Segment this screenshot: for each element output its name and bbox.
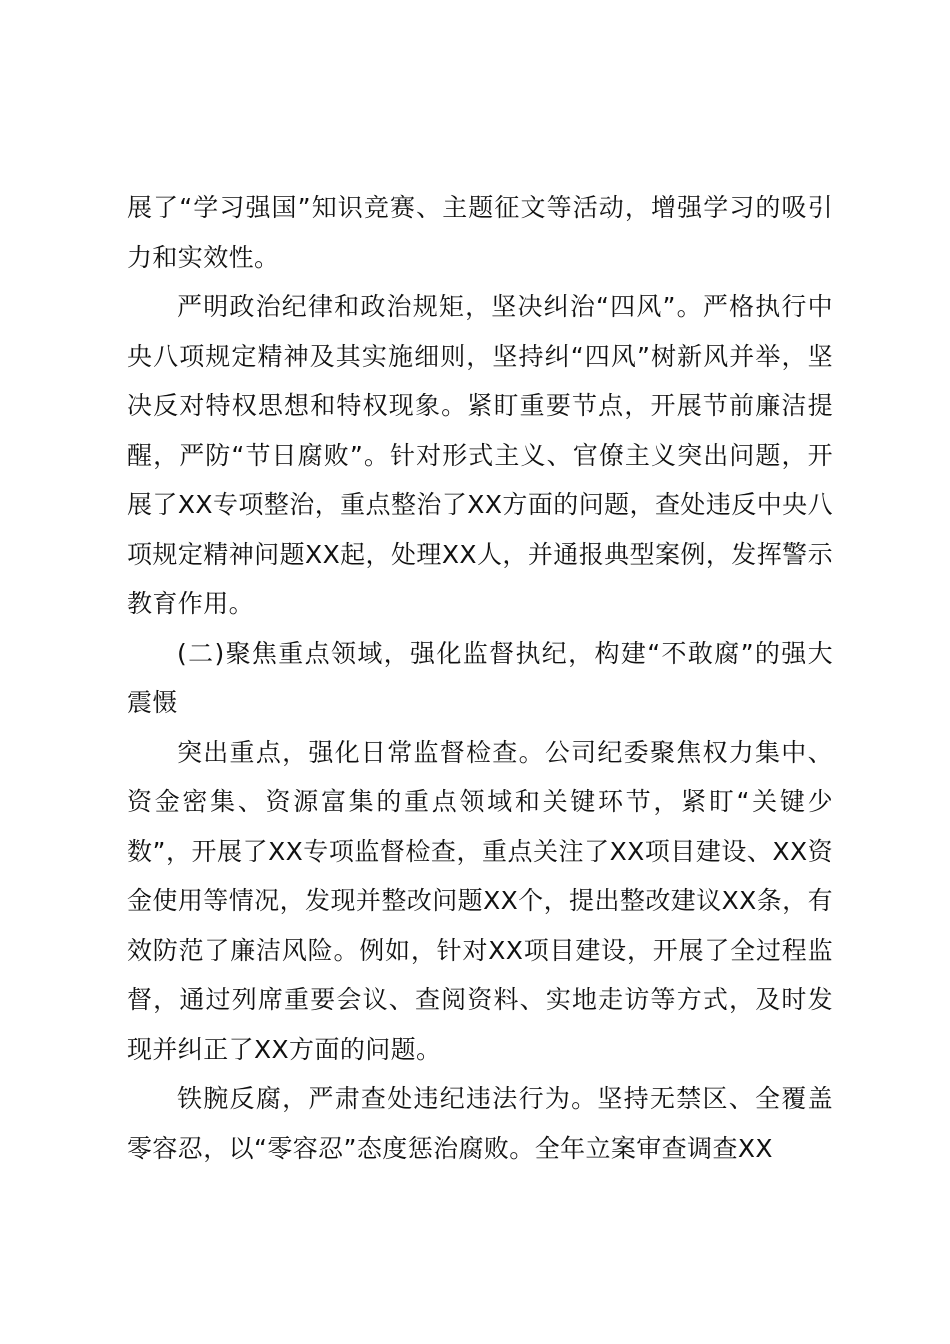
section-heading-key-areas: (二)聚焦重点领域，强化监督执纪，构建“不敢腐”的强大震慑 — [127, 638, 833, 717]
document-body — [127, 183, 833, 1173]
paragraph-continuation: 展了“学习强国”知识竞赛、主题征文等活动，增强学习的吸引力和实效性。 — [127, 193, 833, 272]
paragraph-political-discipline: 严明政治纪律和政治规矩，坚决纠治“四风”。严格执行中央八项规定精神及其实施细则，坚持纠“四风”树新风并举，坚决反对特权思想和特权现象。紧盯重要节点，开展节前廉洁提醒，严防“节日腐败”。针对形式主义、官僚主义突出问题，开展了XX专项整治，重点整治了XX方面的问题，查处违反中央八项规定精神问题XX起，处理XX人，并通报典型案例，发挥警示教育作用。 — [127, 292, 833, 618]
paragraph-anti-corruption: 铁腕反腐，严肃查处违纪违法行为。坚持无禁区、全覆盖零容忍，以“零容忍”态度惩治腐败。全年立案审查调查XX — [127, 1084, 833, 1163]
paragraph-daily-supervision: 突出重点，强化日常监督检查。公司纪委聚焦权力集中、资金密集、资源富集的重点领域和关键环节，紧盯“关键少数”，开展了XX专项监督检查，重点关注了XX项目建设、XX资金使用等情况，发现并整改问题XX个，提出整改建议XX条，有效防范了廉洁风险。例如，针对XX项目建设，开展了全过程监督，通过列席重要会议、查阅资料、实地走访等方式，及时发现并纠正了XX方面的问题。 — [127, 737, 833, 1064]
